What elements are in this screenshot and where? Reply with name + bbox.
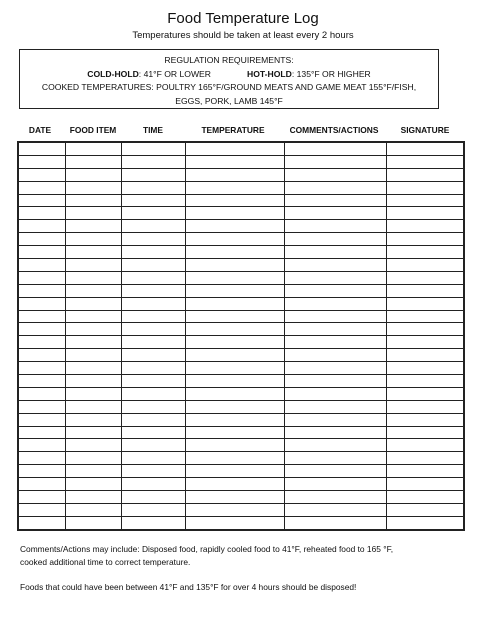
signature-cell[interactable]: [386, 426, 464, 439]
signature-cell[interactable]: [386, 207, 464, 220]
time-cell[interactable]: [121, 155, 185, 168]
signature-cell[interactable]: [386, 362, 464, 375]
comments-actions-cell[interactable]: [284, 207, 386, 220]
time-cell[interactable]: [121, 142, 185, 155]
comments-actions-cell[interactable]: [284, 220, 386, 233]
comments-actions-cell[interactable]: [284, 465, 386, 478]
food-item-cell[interactable]: [65, 387, 121, 400]
temperature-cell[interactable]: [185, 375, 284, 388]
signature-cell[interactable]: [386, 413, 464, 426]
food-item-cell[interactable]: [65, 297, 121, 310]
time-cell[interactable]: [121, 194, 185, 207]
regulation-heading: REGULATION REQUIREMENTS:: [164, 55, 294, 65]
comments-actions-cell[interactable]: [284, 426, 386, 439]
signature-cell[interactable]: [386, 142, 464, 155]
food-item-cell[interactable]: [65, 465, 121, 478]
food-item-cell[interactable]: [65, 181, 121, 194]
signature-cell[interactable]: [386, 452, 464, 465]
date-cell[interactable]: [18, 194, 65, 207]
log-row: [18, 284, 464, 297]
temperature-cell[interactable]: [185, 336, 284, 349]
time-cell[interactable]: [121, 400, 185, 413]
time-cell[interactable]: [121, 491, 185, 504]
time-cell[interactable]: [121, 426, 185, 439]
date-cell[interactable]: [18, 259, 65, 272]
signature-cell[interactable]: [386, 310, 464, 323]
log-row: [18, 142, 464, 155]
temperature-cell[interactable]: [185, 284, 284, 297]
comments-actions-cell[interactable]: [284, 516, 386, 529]
food-item-cell[interactable]: [65, 155, 121, 168]
time-cell[interactable]: [121, 271, 185, 284]
temperature-cell[interactable]: [185, 142, 284, 155]
temperature-cell[interactable]: [185, 452, 284, 465]
comments-actions-cell[interactable]: [284, 259, 386, 272]
date-cell[interactable]: [18, 439, 65, 452]
log-row: [18, 168, 464, 181]
food-item-cell[interactable]: [65, 246, 121, 259]
log-row: [18, 155, 464, 168]
cooked-temperatures-line1: COOKED TEMPERATURES: POULTRY 165°F/GROUND MEATS AND GAME MEAT 155°F/FISH,: [41, 82, 417, 92]
temperature-cell[interactable]: [185, 362, 284, 375]
comments-actions-cell[interactable]: [284, 284, 386, 297]
time-cell[interactable]: [121, 465, 185, 478]
temperature-cell[interactable]: [185, 465, 284, 478]
temperature-cell[interactable]: [185, 246, 284, 259]
food-item-cell[interactable]: [65, 503, 121, 516]
time-cell[interactable]: [121, 375, 185, 388]
date-cell[interactable]: [18, 465, 65, 478]
log-row: [18, 181, 464, 194]
comments-actions-cell[interactable]: [284, 452, 386, 465]
comments-actions-cell[interactable]: [284, 323, 386, 336]
hot-hold-value: : 135°F OR HIGHER: [291, 68, 371, 79]
signature-cell[interactable]: [386, 349, 464, 362]
signature-cell[interactable]: [386, 439, 464, 452]
signature-cell[interactable]: [386, 246, 464, 259]
comments-actions-cell[interactable]: [284, 478, 386, 491]
column-header-signature: SIGNATURE: [400, 125, 450, 135]
signature-cell[interactable]: [386, 233, 464, 246]
time-cell[interactable]: [121, 516, 185, 529]
comments-actions-cell[interactable]: [284, 491, 386, 504]
time-cell[interactable]: [121, 246, 185, 259]
log-row: [18, 349, 464, 362]
date-cell[interactable]: [18, 387, 65, 400]
food-item-cell[interactable]: [65, 207, 121, 220]
date-cell[interactable]: [18, 220, 65, 233]
signature-cell[interactable]: [386, 181, 464, 194]
date-cell[interactable]: [18, 375, 65, 388]
signature-cell[interactable]: [386, 503, 464, 516]
food-item-cell[interactable]: [65, 323, 121, 336]
log-row: [18, 465, 464, 478]
time-cell[interactable]: [121, 284, 185, 297]
comments-actions-cell[interactable]: [284, 362, 386, 375]
column-header-food-item: FOOD ITEM: [69, 125, 117, 135]
log-row: [18, 413, 464, 426]
log-row: [18, 503, 464, 516]
date-cell[interactable]: [18, 181, 65, 194]
column-header-temperature: TEMPERATURE: [201, 125, 265, 135]
food-item-cell[interactable]: [65, 362, 121, 375]
temperature-cell[interactable]: [185, 168, 284, 181]
comments-actions-cell[interactable]: [284, 271, 386, 284]
food-item-cell[interactable]: [65, 478, 121, 491]
log-row: [18, 207, 464, 220]
food-item-cell[interactable]: [65, 284, 121, 297]
time-cell[interactable]: [121, 181, 185, 194]
log-row: [18, 246, 464, 259]
log-row: [18, 362, 464, 375]
comments-actions-cell[interactable]: [284, 439, 386, 452]
signature-cell[interactable]: [386, 155, 464, 168]
log-row: [18, 297, 464, 310]
date-cell[interactable]: [18, 246, 65, 259]
date-cell[interactable]: [18, 413, 65, 426]
log-row: [18, 478, 464, 491]
comments-note-line1: Comments/Actions may include: Disposed food, rapidly cooled food to 41°F, reheated food to 165 °F,: [20, 544, 394, 554]
log-row: [18, 271, 464, 284]
date-cell[interactable]: [18, 271, 65, 284]
signature-cell[interactable]: [386, 259, 464, 272]
food-item-cell[interactable]: [65, 413, 121, 426]
log-row: [18, 259, 464, 272]
temperature-cell[interactable]: [185, 426, 284, 439]
temperature-cell[interactable]: [185, 271, 284, 284]
date-cell[interactable]: [18, 362, 65, 375]
signature-cell[interactable]: [386, 168, 464, 181]
comments-actions-cell[interactable]: [284, 168, 386, 181]
signature-cell[interactable]: [386, 194, 464, 207]
date-cell[interactable]: [18, 516, 65, 529]
time-cell[interactable]: [121, 336, 185, 349]
date-cell[interactable]: [18, 323, 65, 336]
temperature-cell[interactable]: [185, 439, 284, 452]
time-cell[interactable]: [121, 349, 185, 362]
log-row: [18, 336, 464, 349]
log-row: [18, 233, 464, 246]
signature-cell[interactable]: [386, 516, 464, 529]
food-item-cell[interactable]: [65, 439, 121, 452]
date-cell[interactable]: [18, 284, 65, 297]
column-header-date: DATE: [28, 125, 52, 135]
log-row: [18, 387, 464, 400]
time-cell[interactable]: [121, 413, 185, 426]
temperature-cell[interactable]: [185, 387, 284, 400]
temperature-cell[interactable]: [185, 323, 284, 336]
temperature-cell[interactable]: [185, 181, 284, 194]
date-cell[interactable]: [18, 400, 65, 413]
food-item-cell[interactable]: [65, 310, 121, 323]
time-cell[interactable]: [121, 452, 185, 465]
comments-actions-cell[interactable]: [284, 155, 386, 168]
time-cell[interactable]: [121, 310, 185, 323]
food-item-cell[interactable]: [65, 168, 121, 181]
food-item-cell[interactable]: [65, 194, 121, 207]
time-cell[interactable]: [121, 478, 185, 491]
log-row: [18, 491, 464, 504]
time-cell[interactable]: [121, 439, 185, 452]
signature-cell[interactable]: [386, 465, 464, 478]
time-cell[interactable]: [121, 207, 185, 220]
comments-actions-cell[interactable]: [284, 246, 386, 259]
temperature-cell[interactable]: [185, 207, 284, 220]
comments-actions-cell[interactable]: [284, 413, 386, 426]
temperature-cell[interactable]: [185, 155, 284, 168]
log-row: [18, 323, 464, 336]
temperature-cell[interactable]: [185, 220, 284, 233]
signature-cell[interactable]: [386, 478, 464, 491]
comments-actions-note: [20, 543, 460, 569]
temperature-cell[interactable]: [185, 503, 284, 516]
log-row: [18, 426, 464, 439]
column-header-time: TIME: [142, 125, 163, 135]
signature-cell[interactable]: [386, 284, 464, 297]
signature-cell[interactable]: [386, 323, 464, 336]
temperature-cell[interactable]: [185, 491, 284, 504]
temperature-cell[interactable]: [185, 297, 284, 310]
temperature-cell[interactable]: [185, 310, 284, 323]
comments-actions-cell[interactable]: [284, 349, 386, 362]
comments-actions-cell[interactable]: [284, 336, 386, 349]
log-row: [18, 452, 464, 465]
food-item-cell[interactable]: [65, 491, 121, 504]
date-cell[interactable]: [18, 233, 65, 246]
comments-actions-cell[interactable]: [284, 297, 386, 310]
comments-actions-cell[interactable]: [284, 400, 386, 413]
date-cell[interactable]: [18, 452, 65, 465]
time-cell[interactable]: [121, 220, 185, 233]
date-cell[interactable]: [18, 491, 65, 504]
log-row: [18, 400, 464, 413]
date-cell[interactable]: [18, 503, 65, 516]
log-row: [18, 220, 464, 233]
date-cell[interactable]: [18, 207, 65, 220]
comments-actions-cell[interactable]: [284, 503, 386, 516]
food-item-cell[interactable]: [65, 452, 121, 465]
food-item-cell[interactable]: [65, 426, 121, 439]
log-row: [18, 439, 464, 452]
temperature-log-table: [17, 141, 465, 531]
signature-cell[interactable]: [386, 387, 464, 400]
time-cell[interactable]: [121, 387, 185, 400]
signature-cell[interactable]: [386, 271, 464, 284]
cold-hold-label: COLD-HOLD: [87, 68, 139, 79]
hot-hold-label: HOT-HOLD: [247, 68, 292, 79]
time-cell[interactable]: [121, 233, 185, 246]
cooked-temperatures-line2: EGGS, PORK, LAMB 145°F: [175, 95, 283, 106]
time-cell[interactable]: [121, 168, 185, 181]
signature-cell[interactable]: [386, 297, 464, 310]
food-item-cell[interactable]: [65, 259, 121, 272]
temperature-cell[interactable]: [185, 400, 284, 413]
food-item-cell[interactable]: [65, 336, 121, 349]
signature-cell[interactable]: [386, 336, 464, 349]
date-cell[interactable]: [18, 349, 65, 362]
time-cell[interactable]: [121, 259, 185, 272]
date-cell[interactable]: [18, 478, 65, 491]
food-item-cell[interactable]: [65, 271, 121, 284]
food-item-cell[interactable]: [65, 220, 121, 233]
signature-cell[interactable]: [386, 491, 464, 504]
temperature-cell[interactable]: [185, 194, 284, 207]
date-cell[interactable]: [18, 336, 65, 349]
date-cell[interactable]: [18, 426, 65, 439]
cold-hold-value: : 41°F OR LOWER: [138, 68, 211, 79]
temperature-cell[interactable]: [185, 478, 284, 491]
temperature-cell[interactable]: [185, 233, 284, 246]
temperature-cell[interactable]: [185, 516, 284, 529]
comments-actions-cell[interactable]: [284, 375, 386, 388]
temperature-cell[interactable]: [185, 349, 284, 362]
comments-actions-cell[interactable]: [284, 142, 386, 155]
date-cell[interactable]: [18, 142, 65, 155]
food-item-cell[interactable]: [65, 142, 121, 155]
time-cell[interactable]: [121, 323, 185, 336]
hold-requirements: [20, 68, 438, 82]
date-cell[interactable]: [18, 297, 65, 310]
comments-actions-cell[interactable]: [284, 181, 386, 194]
disposal-warning: Foods that could have been between 41°F and 135°F for over 4 hours should be disposed!: [20, 582, 357, 592]
food-item-cell[interactable]: [65, 233, 121, 246]
comments-actions-cell[interactable]: [284, 310, 386, 323]
date-cell[interactable]: [18, 155, 65, 168]
food-item-cell[interactable]: [65, 375, 121, 388]
food-item-cell[interactable]: [65, 516, 121, 529]
comments-note-line2: cooked additional time to correct temperature.: [20, 557, 191, 567]
signature-cell[interactable]: [386, 375, 464, 388]
page-subtitle: Temperatures should be taken at least every 2 hours: [132, 30, 354, 41]
temperature-cell[interactable]: [185, 413, 284, 426]
log-row: [18, 516, 464, 529]
time-cell[interactable]: [121, 297, 185, 310]
column-header-comments-actions: COMMENTS/ACTIONS: [289, 125, 379, 135]
log-row: [18, 375, 464, 388]
date-cell[interactable]: [18, 168, 65, 181]
log-row: [18, 310, 464, 323]
comments-actions-cell[interactable]: [284, 387, 386, 400]
food-item-cell[interactable]: [65, 349, 121, 362]
food-item-cell[interactable]: [65, 400, 121, 413]
comments-actions-cell[interactable]: [284, 233, 386, 246]
regulation-box: [19, 49, 439, 109]
log-table-body: [18, 142, 464, 530]
date-cell[interactable]: [18, 310, 65, 323]
time-cell[interactable]: [121, 503, 185, 516]
signature-cell[interactable]: [386, 400, 464, 413]
log-row: [18, 194, 464, 207]
signature-cell[interactable]: [386, 220, 464, 233]
page-title: Food Temperature Log: [167, 10, 319, 27]
temperature-cell[interactable]: [185, 259, 284, 272]
time-cell[interactable]: [121, 362, 185, 375]
comments-actions-cell[interactable]: [284, 194, 386, 207]
